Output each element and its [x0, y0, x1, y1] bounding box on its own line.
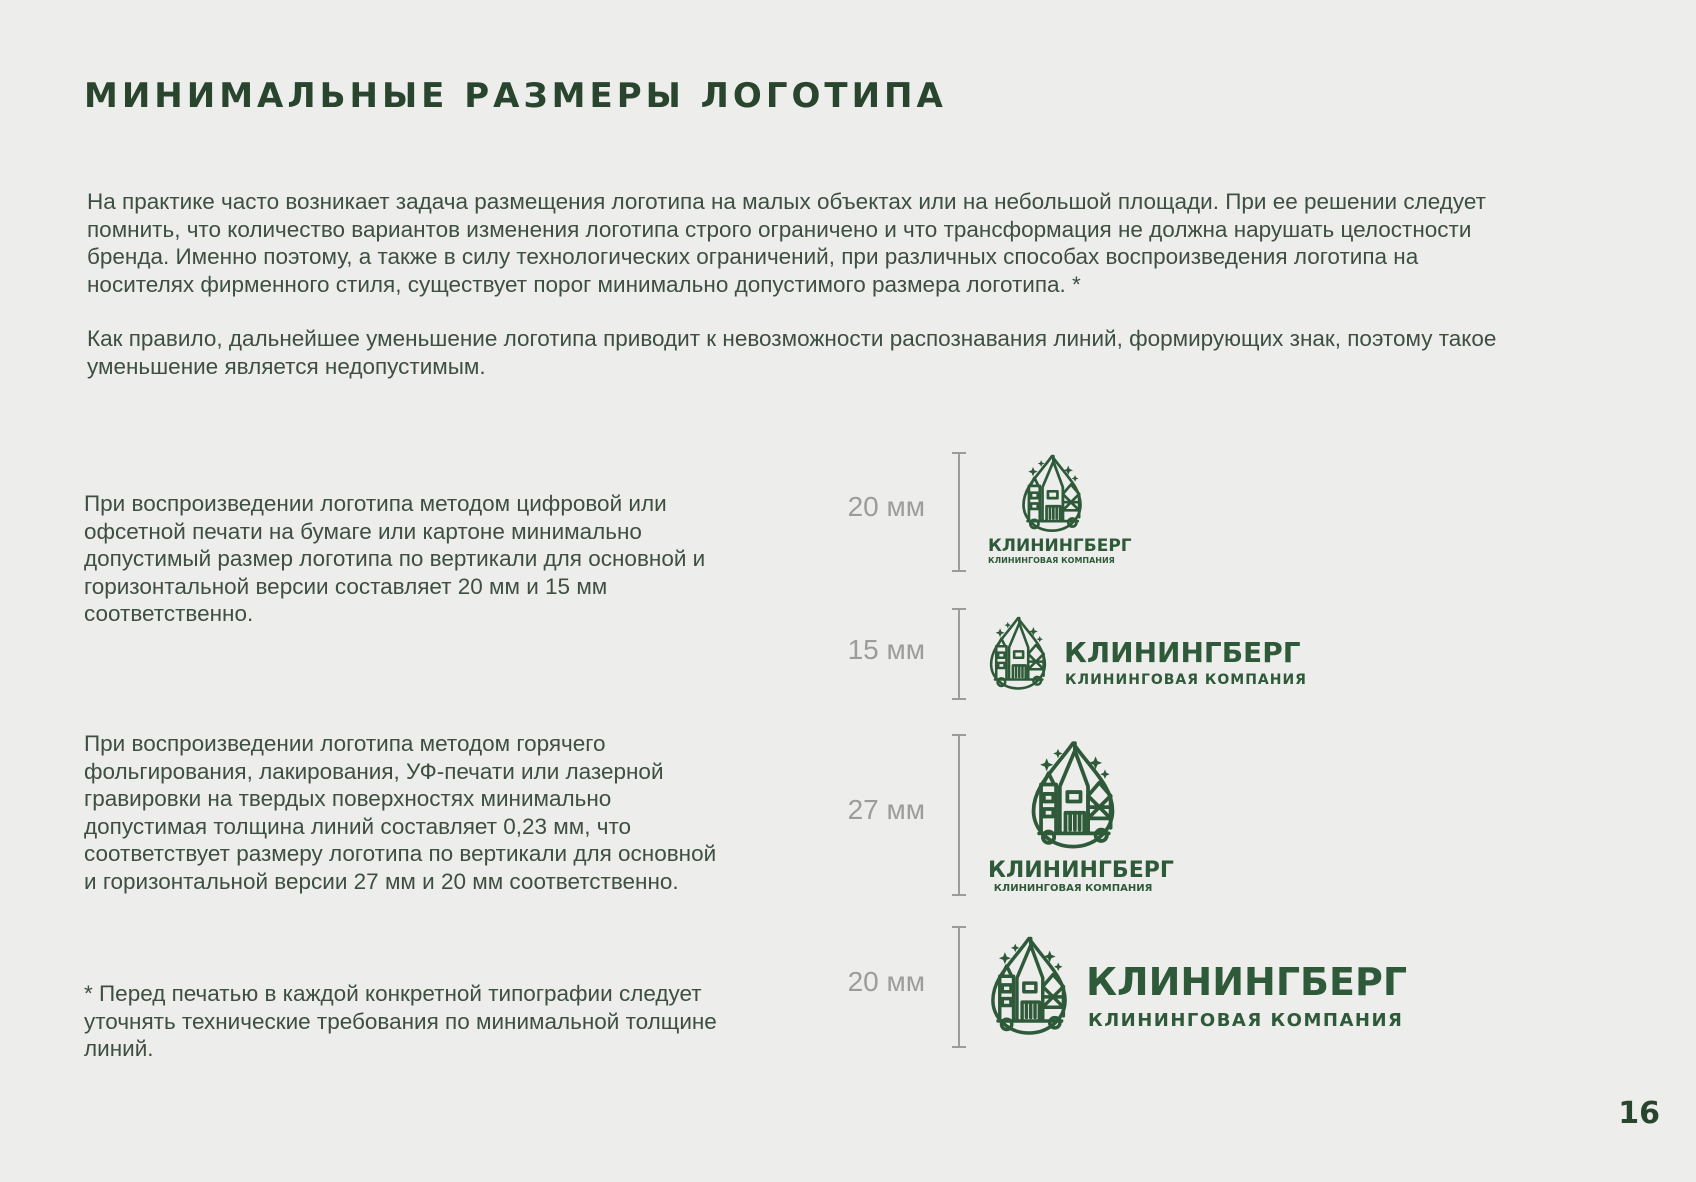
castle-logo-icon: [1018, 452, 1086, 532]
size-bracket: [952, 926, 966, 1048]
brand-subtitle: КЛИНИНГОВАЯ КОМПАНИЯ: [1088, 1010, 1404, 1031]
brand-subtitle: КЛИНИНГОВАЯ КОМПАНИЯ: [993, 883, 1153, 894]
castle-logo-icon: [986, 924, 1072, 1044]
page-number: 16: [1618, 1096, 1660, 1131]
brand-name: КЛИНИНГБЕРГ: [988, 858, 1174, 883]
size-bracket: [952, 734, 966, 896]
intro-paragraph: Как правило, дальнейшее уменьшение логотипа приводит к невозможности распознавания линий, формирующих знак, поэтому такое уменьшение является недопустимым.: [87, 326, 1497, 379]
intro-paragraph: На практике часто возникает задача размещения логотипа на малых объектах или на небольшой площади. При ее решении следует помнить, что количество вариантов изменения логотипа строго ограничено и что трансформация не должна нарушать целостности бренда. Именно поэтому, а также в силу технологических ограничений, при различных способах воспроизведения логотипа на носителях фирменного стиля, существует порог минимально допустимого размера логотипа. *: [87, 189, 1486, 297]
size-label: 20 мм: [847, 966, 925, 997]
logo-horizontal-large: [986, 924, 1416, 1046]
size-label: 15 мм: [847, 634, 925, 665]
brand-name: КЛИНИНГБЕРГ: [988, 536, 1132, 556]
footnote: * Перед печатью в каждой конкретной типографии следует уточнять технические требования по минимальной толщине линий.: [84, 981, 717, 1061]
size-bracket: [952, 608, 966, 700]
castle-logo-icon: [986, 608, 1050, 696]
size-label: 27 мм: [847, 794, 925, 825]
brand-subtitle: КЛИНИНГОВАЯ КОМПАНИЯ: [988, 556, 1115, 565]
size-label: 20 мм: [847, 491, 925, 522]
print-size-note: При воспроизведении логотипа методом цифровой или офсетной печати на бумаге или картоне минимально допустимый размер логотипа по вертикали для основной и горизонтальной версии составляет 20 мм и 15 мм соответственно.: [84, 491, 706, 626]
foil-size-note: При воспроизведении логотипа методом горячего фольгирования, лакирования, УФ-печати или лазерной гравировки на твердых поверхностях минимально допустимая толщина линий составляет 0,23 мм, что соответствует размеру логотипа по вертикали для основной и горизонтальной версии 27 мм и 20 мм соответственно.: [84, 731, 717, 894]
logo-vertical-large: [988, 732, 1174, 894]
brand-subtitle: КЛИНИНГОВАЯ КОМПАНИЯ: [1065, 672, 1307, 688]
size-bracket: [952, 452, 966, 572]
logo-horizontal-small: [986, 608, 1306, 698]
brand-name: КЛИНИНГБЕРГ: [1086, 960, 1408, 1004]
castle-logo-icon: [1026, 732, 1120, 854]
intro-text: [87, 188, 1517, 380]
page-title: МИНИМАЛЬНЫЕ РАЗМЕРЫ ЛОГОТИПА: [84, 76, 947, 116]
logo-vertical-small: [988, 452, 1132, 565]
brand-name: КЛИНИНГБЕРГ: [1064, 636, 1301, 669]
